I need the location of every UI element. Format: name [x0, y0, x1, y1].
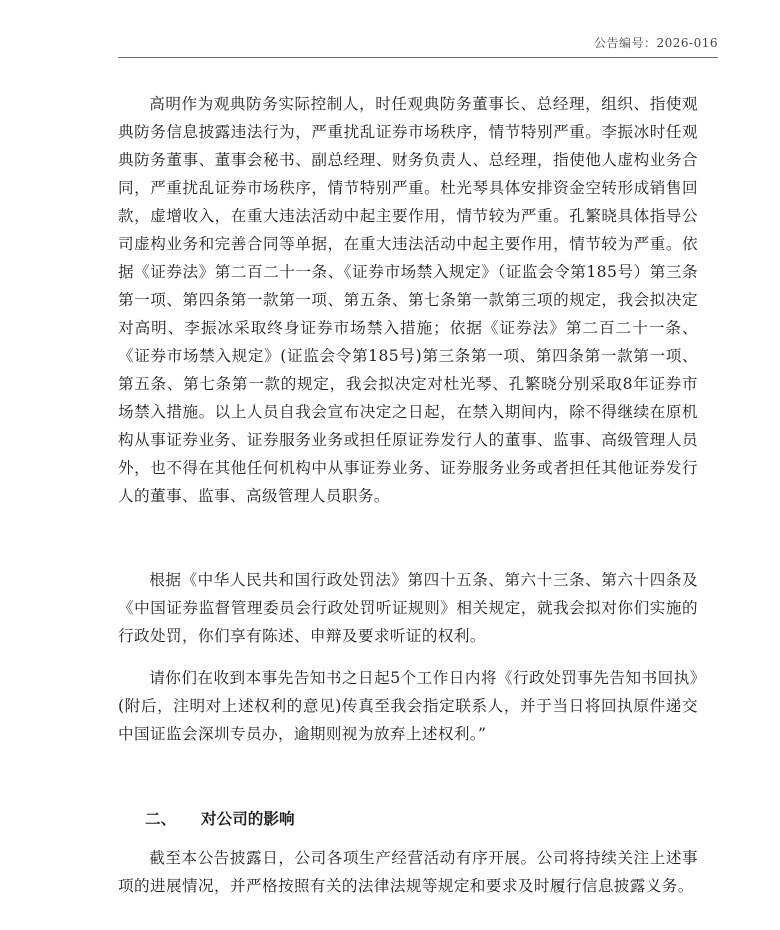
announcement-number: 公告编号：2026-016 — [594, 36, 718, 50]
section-paragraph-impact: 截至本公告披露日，公司各项生产经营活动有序开展。公司将持续关注上述事项的进展情况，并严格按照有关的法律法规等规定和要求及时履行信息披露义务。 — [118, 849, 698, 895]
page-header — [118, 0, 718, 58]
body-paragraph-receipt: 请你们在收到本事先告知书之日起5个工作日内将《行政处罚事先告知书回执》(附后，注明对上述权利的意见)传真至我会指定联系人，并于当日将回执原件递交中国证监会深圳专员办，逾期则视为放弃上述权利。” — [118, 669, 698, 743]
section-number: 二、 — [145, 809, 177, 828]
section-title: 对公司的影响 — [201, 809, 295, 828]
body-paragraph-market-ban: 高明作为观典防务实际控制人，时任观典防务董事长、总经理，组织、指使观典防务信息披露违法行为，严重扰乱证券市场秩序，情节特别严重。李振冰时任观典防务董事、董事会秘书、副总经理、财务负责人、总经理，指使他人虚构业务合同，严重扰乱证券市场秩序，情节特别严重。杜光琴具体安排资金空转形成销售回款，虚增收入，在重大违法活动中起主要作用，情节较为严重。孔繁晓具体指导公司虚构业务和完善合同等单据，在重大违法活动中起主要作用，情节较为严重。依据《证券法》第二百二十一条、《证券市场禁入规定》（证监会令第185号）第三条第一项、第四条第一款第一项、第五条、第七条第一款第三项的规定，我会拟决定对高明、李振冰采取终身证券市场禁入措施；依据《证券法》第二百二十一条、《证券市场禁入规定》(证监会令第185号)第三条第一项、第四条第一款第一项、第五条、第七条第一款的规定，我会拟决定对杜光琴、孔繁晓分别采取8年证券市场禁入措施。以上人员自我会宣布决定之日起，在禁入期间内，除不得继续在原机构从事证券业务、证券服务业务或担任原证券发行人的董事、监事、高级管理人员外，也不得在其他任何机构中从事证券业务、证券服务业务或者担任其他证券发行人的董事、监事、高级管理人员职务。 — [118, 95, 698, 505]
section-heading — [145, 805, 295, 833]
body-paragraph-rights: 根据《中华人民共和国行政处罚法》第四十五条、第六十三条、第六十四条及《中国证券监督管理委员会行政处罚听证规则》相关规定，就我会拟对你们实施的行政处罚，你们享有陈述、申辩及要求听证的权利。 — [118, 571, 698, 645]
